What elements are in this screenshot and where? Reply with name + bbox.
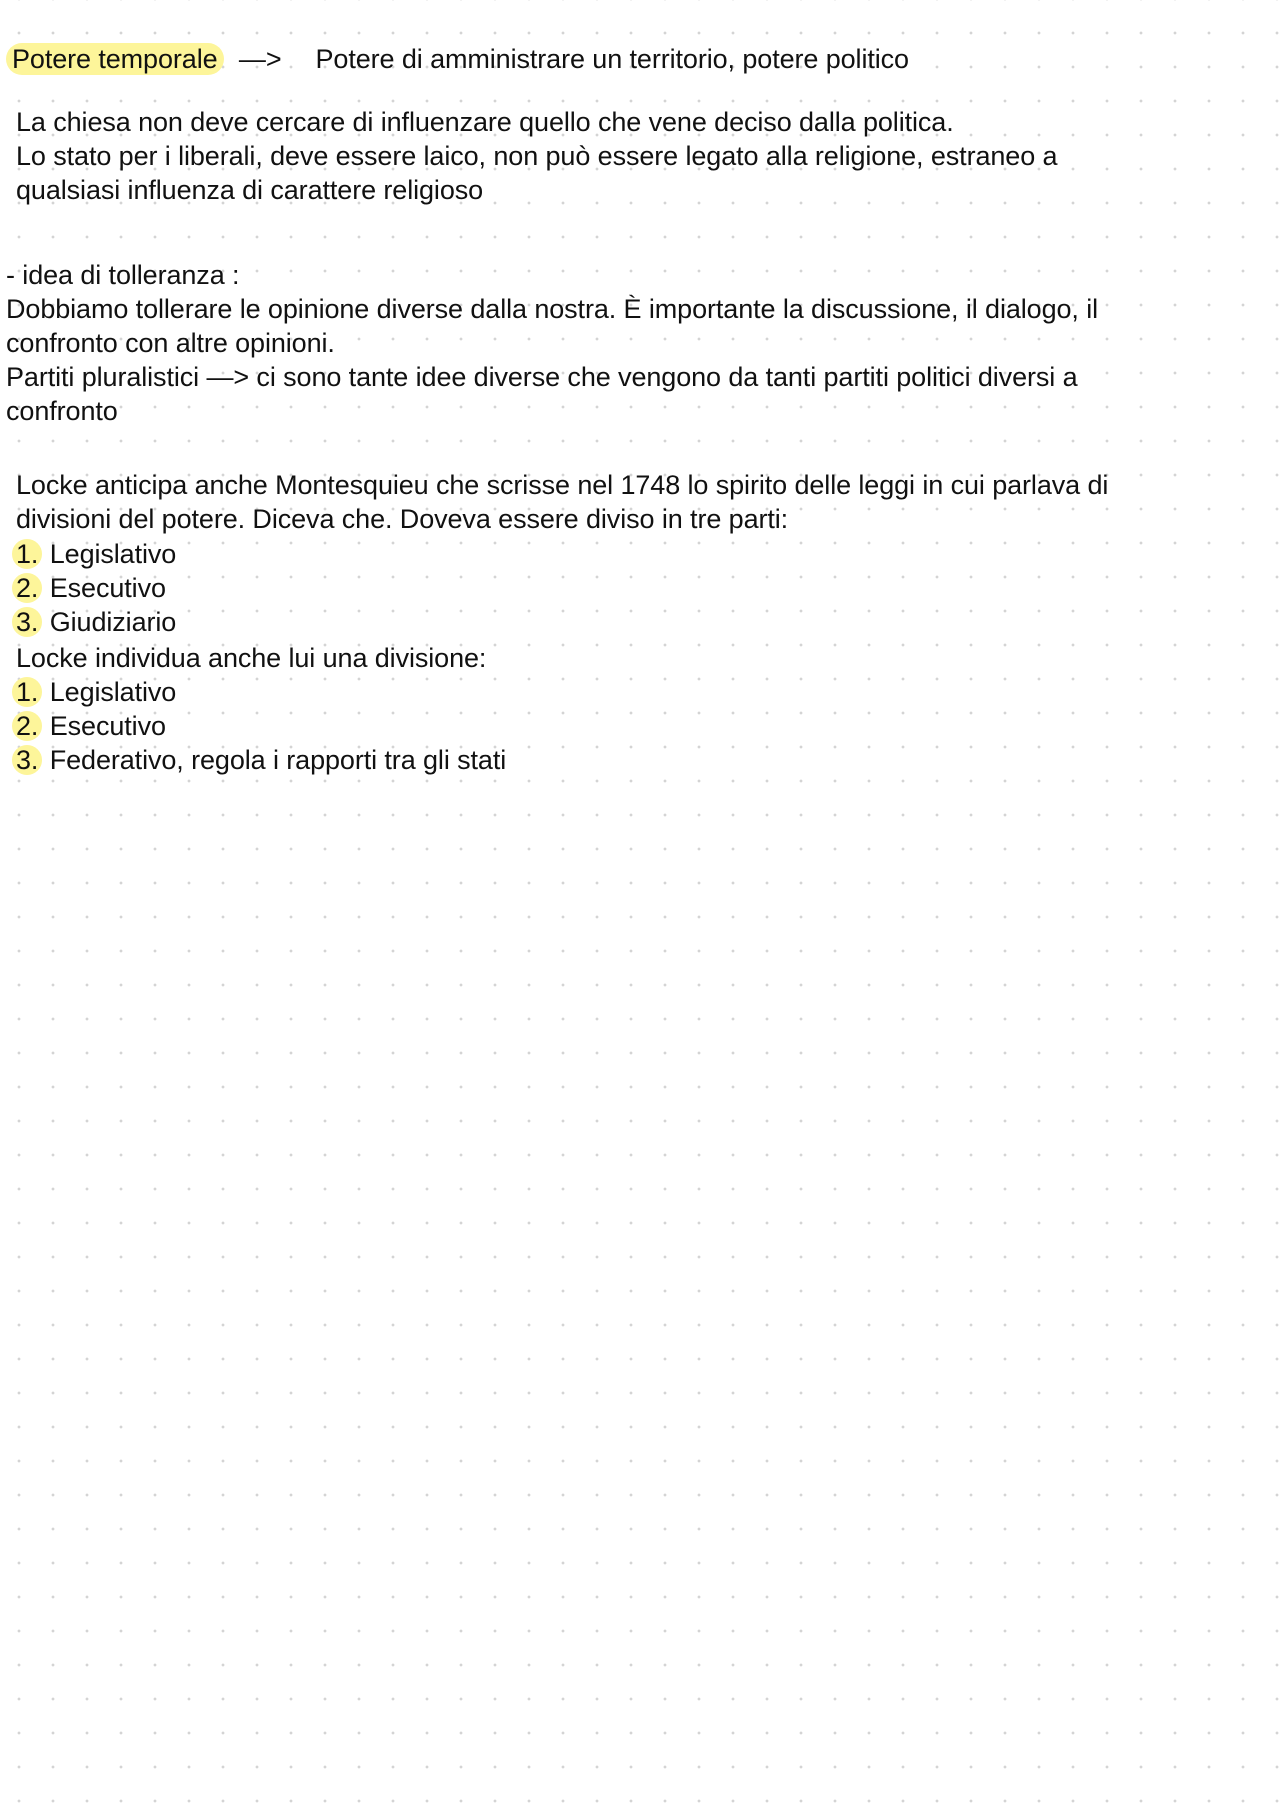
paragraph1-line-3: qualsiasi influenza di carattere religioso — [16, 175, 484, 205]
list-number: 2. — [12, 711, 42, 741]
list-number: 3. — [12, 607, 42, 637]
montesquieu-line-2: divisioni del potere. Diceva che. Doveva essere diviso in tre parti: — [16, 504, 789, 534]
locke-list-item — [16, 709, 166, 743]
heading-term: Potere temporale — [6, 43, 224, 75]
heading-arrow: —> — [238, 44, 282, 74]
list-text: Esecutivo — [49, 711, 166, 741]
montesquieu-list-item — [16, 605, 176, 639]
list-text: Giudiziario — [49, 607, 177, 637]
list-number: 2. — [12, 573, 42, 603]
montesquieu-list-item — [16, 571, 166, 605]
montesquieu-line-1: Locke anticipa anche Montesquieu che scrisse nel 1748 lo spirito delle leggi in cui parlava di — [16, 470, 1109, 500]
paragraph1-line-1: La chiesa non deve cercare di influenzare quello che vene deciso dalla politica. — [16, 107, 954, 137]
tolleranza-line-1: Dobbiamo tollerare le opinione diverse dalla nostra. È importante la discussione, il dialogo, il — [6, 294, 1099, 324]
locke-list-item — [16, 675, 176, 709]
list-text: Esecutivo — [49, 573, 166, 603]
tolleranza-line-4: confronto — [6, 396, 118, 426]
heading-line — [12, 42, 909, 76]
list-text: Legislativo — [49, 677, 177, 707]
tolleranza-line-2: confronto con altre opinioni. — [6, 328, 335, 358]
list-number: 1. — [12, 677, 42, 707]
heading-definition: Potere di amministrare un territorio, potere politico — [315, 44, 909, 74]
list-number: 1. — [12, 539, 42, 569]
locke-list-item — [16, 743, 506, 777]
tolleranza-title: - idea di tolleranza : — [6, 260, 240, 290]
montesquieu-list-item — [16, 537, 176, 571]
list-text: Legislativo — [49, 539, 177, 569]
tolleranza-line-3: Partiti pluralistici —> ci sono tante idee diverse che vengono da tanti partiti politici diversi a — [6, 362, 1078, 392]
paragraph1-line-2: Lo stato per i liberali, deve essere laico, non può essere legato alla religione, estraneo a — [16, 141, 1058, 171]
list-text: Federativo, regola i rapporti tra gli stati — [49, 745, 507, 775]
list-number: 3. — [12, 745, 42, 775]
locke-intro: Locke individua anche lui una divisione: — [16, 643, 487, 673]
